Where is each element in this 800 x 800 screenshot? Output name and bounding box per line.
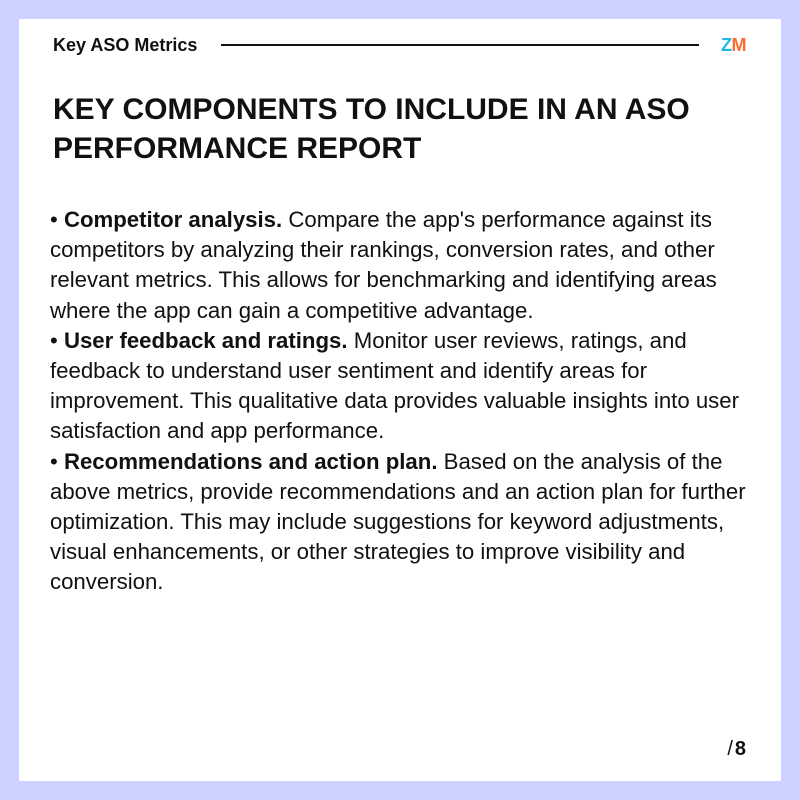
zm-logo (721, 36, 746, 54)
item-heading: Competitor analysis. (63, 207, 283, 232)
item-heading: User feedback and ratings. (63, 327, 348, 353)
bullet: • (50, 448, 64, 474)
item-heading: Recommendations and action plan. (63, 448, 438, 474)
header-title: Key ASO Metrics (53, 34, 198, 55)
item-text: Based on the analysis of the above metrics, provide recommendations and an action plan for further optimization. This may include suggestions for keyword adjustments, visual enhancements, or other strategies to improve visibility and conversion. (50, 448, 746, 595)
slide-card (19, 19, 781, 781)
content-body (50, 205, 755, 598)
logo-letter-m: M (731, 35, 746, 55)
page-slash: / (727, 738, 733, 760)
header-divider (221, 44, 699, 46)
page-title: KEY COMPONENTS TO INCLUDE IN AN ASO PERFORMANCE REPORT (53, 93, 690, 165)
list-item-recommendations (50, 447, 755, 598)
list-item-user-feedback (50, 326, 755, 447)
header (53, 33, 746, 57)
page-number (727, 738, 746, 761)
page-number-value: 8 (734, 738, 746, 760)
list-item-competitor-analysis (50, 205, 755, 326)
bullet: • (50, 207, 64, 232)
bullet: • (50, 327, 64, 353)
item-text: Compare the app's performance against its competitors by analyzing their rankings, conversion rates, and other relevant metrics. This allows for benchmarking and identifying areas where the app can gain a competitive advantage. (50, 207, 717, 323)
item-text: Monitor user reviews, ratings, and feedback to understand user sentiment and identify areas for improvement. This qualitative data provides valuable insights into user satisfaction and app performance. (50, 327, 740, 444)
logo-letter-z: Z (721, 35, 732, 55)
